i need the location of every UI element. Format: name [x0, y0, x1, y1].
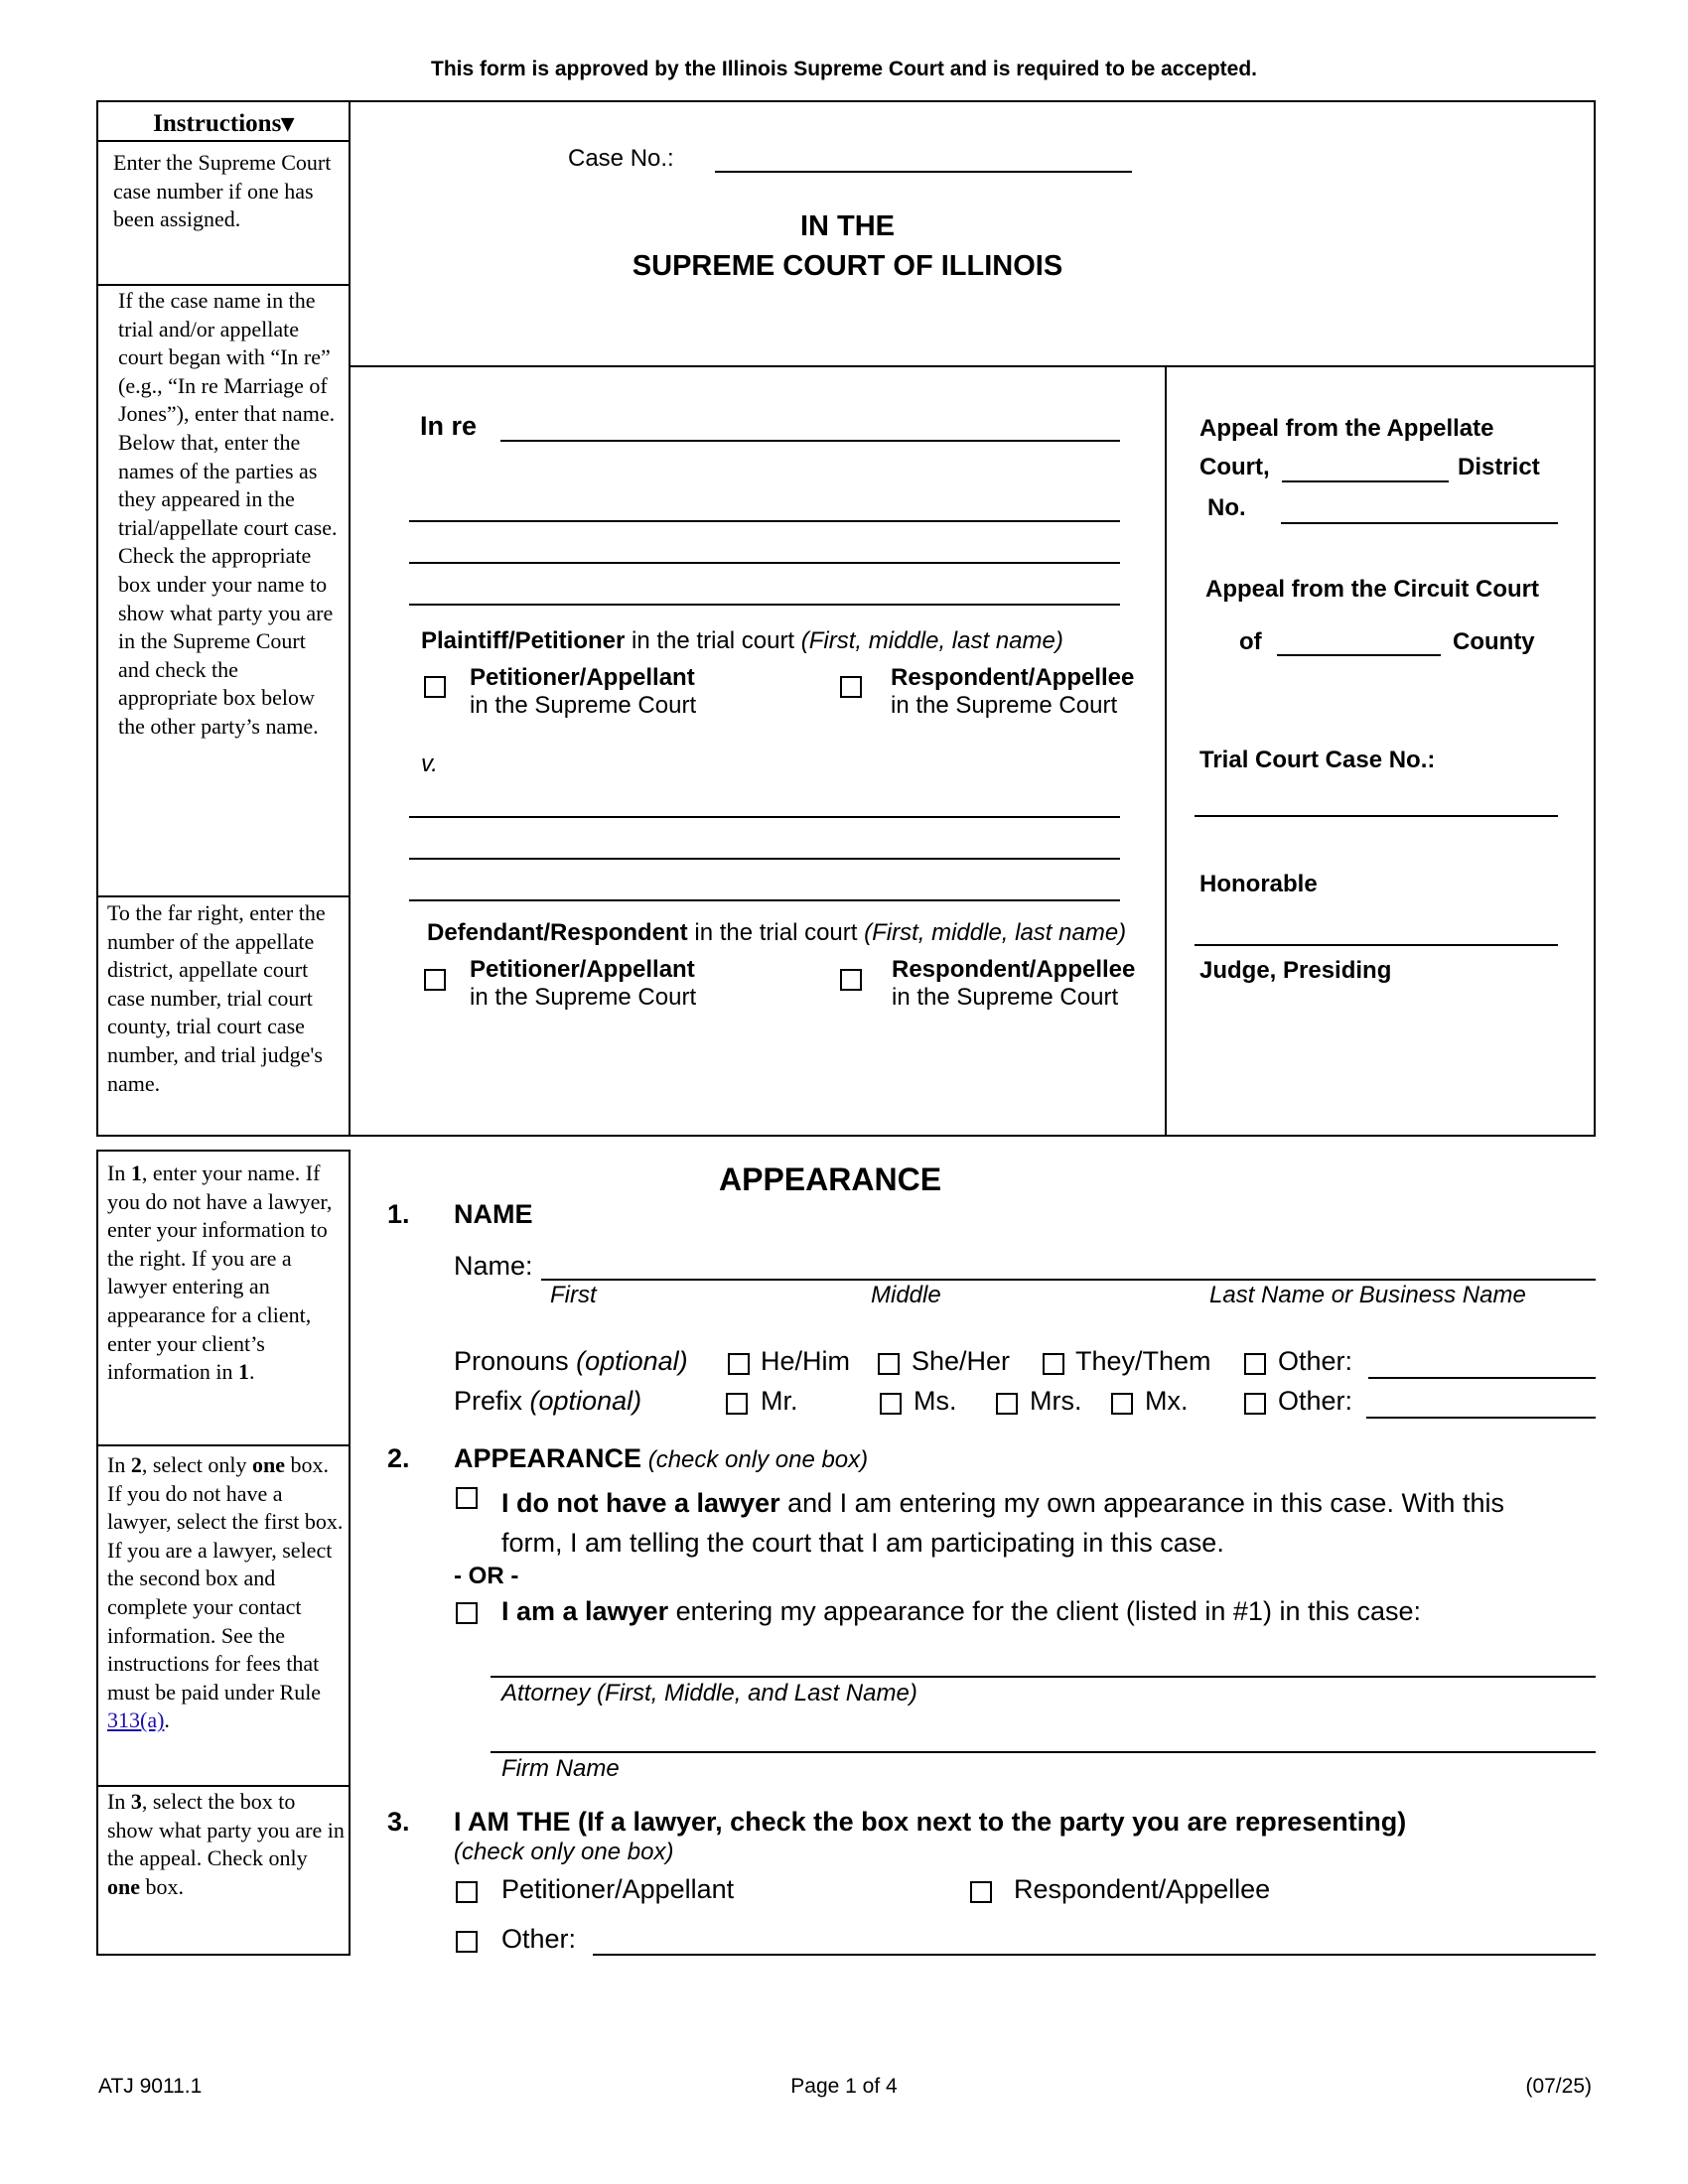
instructions-title: Instructions▾: [153, 110, 294, 137]
instruction-section-2: In 2, select only one box. If you do not have a lawyer, select the first box. If you are a lawyer, select the second box and complete your contact information. See the instructions for fees that must be paid under Rule 313(a).: [107, 1452, 344, 1733]
appellate-case-no-field[interactable]: [1281, 522, 1558, 524]
page-number: Page 1 of 4: [790, 2075, 898, 2098]
divider: [96, 1444, 351, 1446]
lawyer-checkbox[interactable]: [456, 1602, 478, 1624]
first-name-caption: First: [550, 1282, 597, 1308]
prefix-mrs-checkbox[interactable]: [996, 1393, 1018, 1415]
other-party-label: Other:: [501, 1924, 577, 1954]
district-label: District: [1458, 454, 1540, 480]
section-2-title: APPEARANCE (check only one box): [454, 1443, 869, 1473]
defendant-label: Defendant/Respondent in the trial court (First, middle, last name): [427, 919, 1127, 946]
divider: [96, 140, 351, 142]
plaintiff-name-line-2[interactable]: [409, 562, 1120, 564]
rule-313a-link[interactable]: 313(a): [107, 1707, 165, 1733]
prefix-mx-label: Mx.: [1145, 1386, 1189, 1416]
petitioner-checkbox[interactable]: [456, 1881, 478, 1903]
section-3-number: 3.: [387, 1807, 410, 1837]
appeal-court-label: Court,: [1199, 454, 1270, 480]
respondent-checkbox[interactable]: [970, 1881, 992, 1903]
defendant-petitioner-label: Petitioner/Appellant in the Supreme Court: [470, 956, 697, 1011]
pronoun-she-label: She/Her: [912, 1346, 1011, 1376]
trial-case-no-field[interactable]: [1195, 815, 1558, 817]
plaintiff-name-line-1[interactable]: [409, 520, 1120, 522]
prefix-ms-checkbox[interactable]: [880, 1393, 902, 1415]
case-no-label: Case No.:: [568, 145, 674, 172]
pronoun-he-label: He/Him: [761, 1346, 851, 1376]
prefix-other-checkbox[interactable]: [1244, 1393, 1266, 1415]
divider: [349, 365, 1596, 367]
prefix-mrs-label: Mrs.: [1030, 1386, 1082, 1416]
divider: [1165, 365, 1167, 1137]
attorney-name-caption: Attorney (First, Middle, and Last Name): [501, 1680, 917, 1706]
no-lawyer-label: I do not have a lawyer and I am entering my own appearance in this case. With this form, I am telling the court that I am participating in this case.: [501, 1488, 1504, 1558]
circuit-court-label: Appeal from the Circuit Court: [1205, 576, 1540, 603]
court-title: IN THE SUPREME COURT OF ILLINOIS: [632, 210, 1063, 282]
name-field[interactable]: [541, 1279, 1596, 1281]
section-3-note: (check only one box): [454, 1839, 674, 1865]
case-no-field[interactable]: [715, 171, 1132, 173]
judge-presiding-label: Judge, Presiding: [1199, 957, 1392, 984]
divider: [96, 284, 351, 286]
county-label: County: [1453, 628, 1535, 655]
instruction-section-3: In 3, select the box to show what party you are in the appeal. Check only one box.: [107, 1789, 345, 1899]
respondent-label: Respondent/Appellee: [1014, 1874, 1271, 1904]
pronoun-other-label: Other:: [1278, 1346, 1353, 1376]
chevron-down-icon: ▾: [281, 110, 294, 137]
prefix-mx-checkbox[interactable]: [1111, 1393, 1133, 1415]
plaintiff-respondent-label: Respondent/Appellee in the Supreme Court: [891, 664, 1135, 719]
divider: [96, 895, 351, 897]
firm-name-field[interactable]: [491, 1751, 1596, 1753]
pronoun-other-checkbox[interactable]: [1244, 1353, 1266, 1375]
county-field[interactable]: [1277, 654, 1441, 656]
instruction-case-no: Enter the Supreme Court case number if one has been assigned.: [113, 150, 332, 232]
plaintiff-label: Plaintiff/Petitioner in the trial court (First, middle, last name): [421, 627, 1063, 654]
or-separator: - OR -: [454, 1563, 519, 1589]
name-label: Name:: [454, 1251, 533, 1281]
defendant-name-line-3[interactable]: [409, 899, 1120, 901]
other-party-checkbox[interactable]: [456, 1931, 478, 1953]
defendant-name-line-1[interactable]: [409, 816, 1120, 818]
section-2-number: 2.: [387, 1443, 410, 1473]
prefix-other-label: Other:: [1278, 1386, 1353, 1416]
firm-name-caption: Firm Name: [501, 1755, 620, 1782]
plaintiff-petitioner-label: Petitioner/Appellant in the Supreme Court: [470, 664, 697, 719]
form-date: (07/25): [1525, 2075, 1592, 2098]
of-label: of: [1239, 628, 1262, 655]
divider: [96, 1785, 351, 1787]
attorney-name-field[interactable]: [491, 1676, 1596, 1678]
pronouns-label: Pronouns (optional): [454, 1346, 688, 1376]
appellate-district-field[interactable]: [1282, 480, 1449, 482]
appellate-no-label: No.: [1207, 494, 1246, 521]
prefix-mr-label: Mr.: [761, 1386, 798, 1416]
honorable-label: Honorable: [1199, 871, 1318, 897]
pronoun-she-checkbox[interactable]: [878, 1353, 900, 1375]
prefix-other-field[interactable]: [1366, 1417, 1596, 1419]
instruction-case-name: If the case name in the trial and/or appellate court began with “In re” (e.g., “In re Marriage of Jones”), enter that name. Below that, enter the names of the parties as they appeared in the trial/appellate court case. Check the appropriate box under your name to show what party you are in the Supreme Court and check the appropriate box below the other party’s name.: [118, 288, 338, 739]
pronoun-other-field[interactable]: [1368, 1377, 1596, 1379]
last-name-caption: Last Name or Business Name: [1209, 1282, 1526, 1308]
instruction-appeal-info: To the far right, enter the number of the appellate district, appellate court case number, trial court county, trial court case number, and trial judge's name.: [107, 900, 326, 1096]
pronoun-they-checkbox[interactable]: [1043, 1353, 1064, 1375]
prefix-mr-checkbox[interactable]: [726, 1393, 748, 1415]
lawyer-label: I am a lawyer entering my appearance for the client (listed in #1) in this case:: [501, 1596, 1422, 1626]
plaintiff-respondent-checkbox[interactable]: [840, 676, 862, 698]
section-3-title: I AM THE (If a lawyer, check the box next to the party you are representing): [454, 1807, 1407, 1837]
section-1-title: NAME: [454, 1199, 533, 1229]
in-re-field[interactable]: [500, 440, 1120, 442]
form-number: ATJ 9011.1: [98, 2075, 203, 2098]
defendant-name-line-2[interactable]: [409, 858, 1120, 860]
appearance-title: APPEARANCE: [719, 1161, 942, 1197]
versus-label: v.: [421, 751, 438, 777]
pronoun-they-label: They/Them: [1075, 1346, 1211, 1376]
petitioner-label: Petitioner/Appellant: [501, 1874, 735, 1904]
defendant-respondent-label: Respondent/Appellee in the Supreme Court: [892, 956, 1136, 1011]
prefix-ms-label: Ms.: [914, 1386, 957, 1416]
trial-case-no-label: Trial Court Case No.:: [1199, 747, 1436, 773]
defendant-petitioner-checkbox[interactable]: [424, 969, 446, 991]
middle-name-caption: Middle: [871, 1282, 941, 1308]
instruction-section-1: In 1, enter your name. If you do not have a lawyer, enter your information to the right. If you are a lawyer entering an appearance for a client, enter your client’s information in 1.: [107, 1160, 333, 1385]
plaintiff-name-line-3[interactable]: [409, 604, 1120, 606]
plaintiff-petitioner-checkbox[interactable]: [424, 676, 446, 698]
prefix-label: Prefix (optional): [454, 1386, 642, 1416]
approval-notice: This form is approved by the Illinois Supreme Court and is required to be accepted.: [431, 58, 1257, 80]
pronoun-he-checkbox[interactable]: [728, 1353, 750, 1375]
section-1-number: 1.: [387, 1199, 410, 1229]
in-re-label: In re: [420, 411, 478, 441]
defendant-respondent-checkbox[interactable]: [840, 969, 862, 991]
no-lawyer-checkbox[interactable]: [456, 1487, 478, 1509]
judge-field[interactable]: [1195, 944, 1558, 946]
other-party-field[interactable]: [593, 1954, 1596, 1956]
appeal-appellate-label: Appeal from the Appellate: [1199, 415, 1494, 442]
